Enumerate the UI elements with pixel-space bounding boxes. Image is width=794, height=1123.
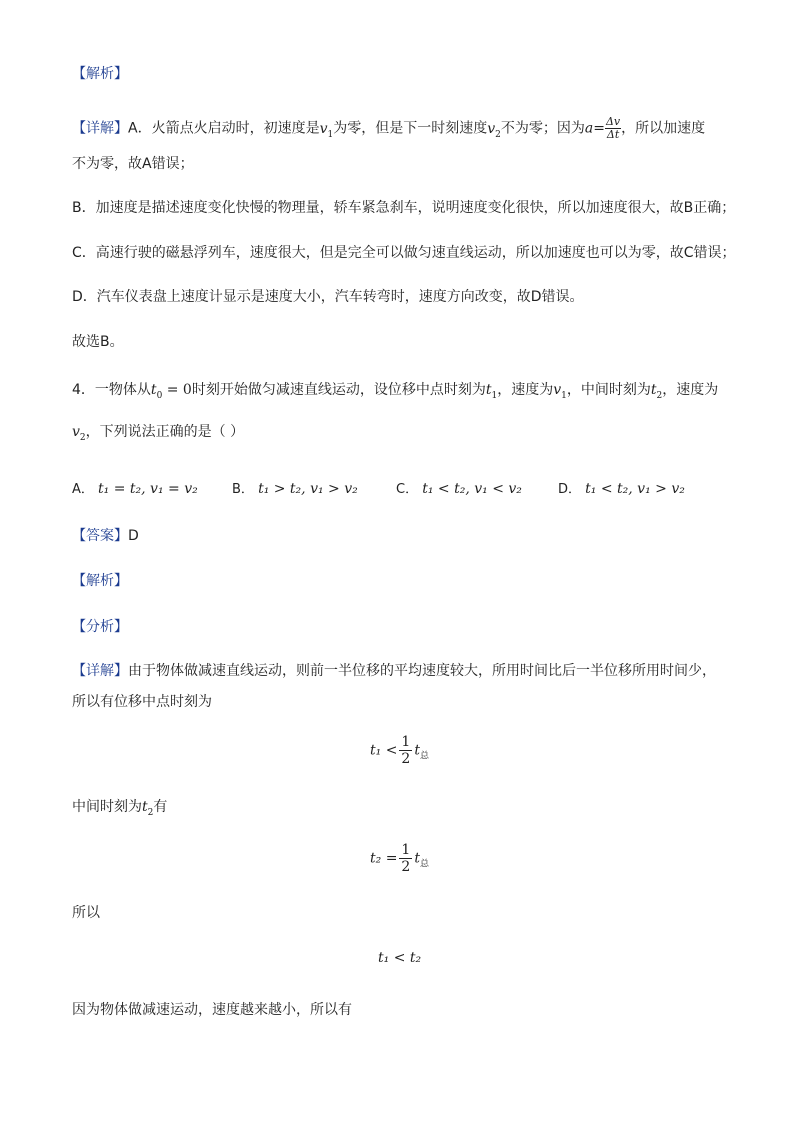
answer-line: 【答案】D [72,528,139,544]
option-d: D． t₁ < t₂, v₁ > v₂ [558,481,685,497]
analysis-heading-2: 【解析】 [72,573,128,589]
equation-1: t₁ < $\frac{1}{2} t_总$ [370,734,429,767]
detail-paragraph-a: 【详解】A．火箭点火启动时，初速度是$v_1$为零，但是下一时刻速度$v_2$不为零；因为a= $\frac{\Delta v}{\Delta t}$ ，所以加速度 [72,115,706,141]
final-paragraph: 因为物体做减速运动，速度越来越小，所以有 [72,1002,352,1018]
conclusion-text: 故选B。 [72,334,124,350]
detail-paragraph-b: B．加速度是描述速度变化快慢的物理量，轿车紧急刹车，说明速度变化很快，所以加速度很大，故B正确； [72,200,736,216]
detail-paragraph-q4-cont: 所以有位移中点时刻为 [72,694,212,710]
equation-3: t₁ < t₂ [378,950,422,966]
detail-paragraph-a-cont: 不为零，故A错误； [72,156,194,172]
analysis-heading-1: 【解析】 [72,66,128,82]
therefore-text: 所以 [72,905,100,921]
detail-paragraph-q4: 【详解】由于物体做减速直线运动，则前一半位移的平均速度较大，所用时间比后一半位移所用时间少， [72,663,716,679]
option-c: C． t₁ < t₂, v₁ < v₂ [396,481,522,497]
method-heading: 【分析】 [72,619,128,635]
option-a: A． t₁ = t₂, v₁ = v₂ [72,481,198,497]
question-4-stem: 4．一物体从$t_0 = 0$时刻开始做匀减速直线运动，设位移中点时刻为$t_1$，速度为$v_1$，中间时刻为$t_2$，速度为 [72,382,719,401]
option-b: B． t₁ > t₂, v₁ > v₂ [232,481,358,497]
acceleration-fraction: $\frac{\Delta v}{\Delta t}$ [605,115,621,141]
midpoint-time-text: 中间时刻为$t_2$有 [72,799,168,818]
question-4-stem-cont: $v_2$，下列说法正确的是（ ） [72,424,245,443]
equation-2: t₂ = $\frac{1}{2} t_总$ [370,842,429,875]
detail-paragraph-c: C．高速行驶的磁悬浮列车，速度很大，但是完全可以做匀速直线运动，所以加速度也可以为零，故C错误； [72,245,736,261]
detail-paragraph-d: D．汽车仪表盘上速度计显示是速度大小，汽车转弯时，速度方向改变，故D错误。 [72,289,584,305]
